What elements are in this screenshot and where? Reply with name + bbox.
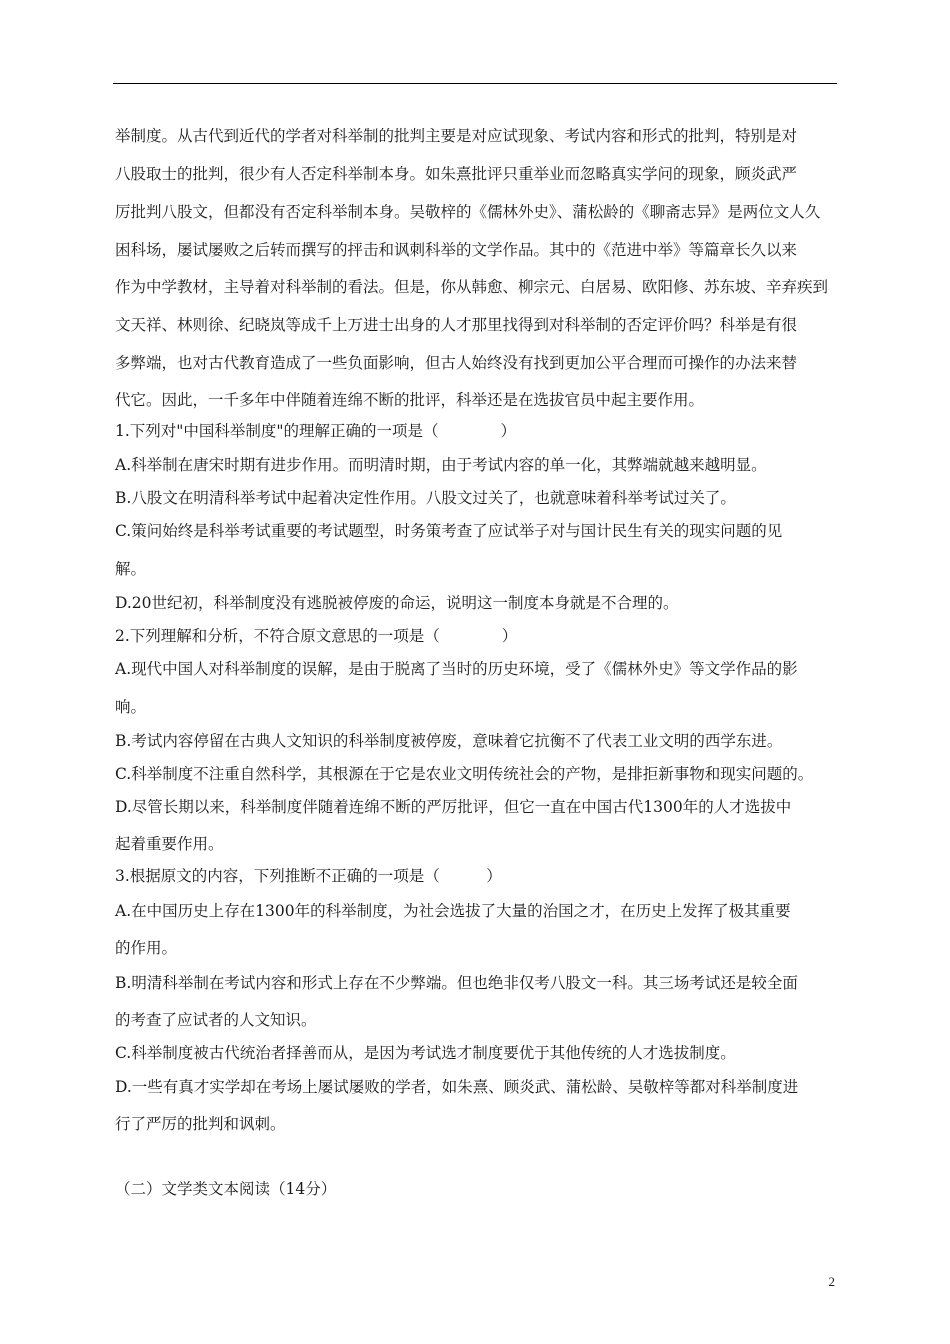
question-1-option-b: B.八股文在明清科举考试中起着决定性作用。八股文过关了，也就意味着科举考试过关了。 [115,489,736,507]
question-1-option-d: D.20世纪初，科举制度没有逃脱被停废的命运，说明这一制度本身就是不合理的。 [115,594,679,612]
question-1-option-c-cont: 解。 [115,560,147,578]
header-rule [113,83,837,84]
question-2-option-c: C.科举制度不注重自然科学，其根源在于它是农业文明传统社会的产物，是排拒新事物和现实问题的。 [115,765,814,783]
passage-line: 作为中学教材，主导着对科举制的看法。但是，你从韩愈、柳宗元、白居易、欧阳修、苏东坡、辛弃疾到 [115,278,829,296]
question-1-option-c: C.策问始终是科举考试重要的考试题型，时务策考查了应试举子对与国计民生有关的现实问题的见 [115,522,783,540]
question-2-stem: 2.下列理解和分析，不符合原文意思的一项是（ ） [115,627,518,645]
question-3-option-b: B.明清科举制在考试内容和形式上存在不少弊端。但也绝非仅考八股文一科。其三场考试还是较全面 [115,974,798,992]
passage-line: 代它。因此，一千多年中伴随着连绵不断的批评，科举还是在选拔官员中起主要作用。 [115,391,705,409]
section-heading: （二）文学类文本阅读（14分） [115,1180,337,1198]
question-2-option-a: A.现代中国人对科举制度的误解，是由于脱离了当时的历史环境，受了《儒林外史》等文学作品的影 [115,660,798,678]
passage-line: 八股取士的批判，很少有人否定科举制本身。如朱熹批评只重举业而忽略真实学问的现象，顾炎武严 [115,165,798,183]
question-2-option-a-cont: 响。 [115,698,147,716]
passage-line: 多弊端，也对古代教育造成了一些负面影响，但古人始终没有找到更加公平合理而可操作的办法来替 [115,354,798,372]
passage-line: 困科场，屡试屡败之后转而撰写的抨击和讽刺科举的文学作品。其中的《范进中举》等篇章长久以来 [115,241,798,259]
question-2-option-b: B.考试内容停留在古典人文知识的科举制度被停废，意味着它抗衡不了代表工业文明的西学东进。 [115,732,783,750]
passage-line: 文天祥、林则徐、纪晓岚等成千上万进士出身的人才那里找得到对科举制的否定评价吗？科举是有很 [115,316,798,334]
question-1-stem: 1.下列对"中国科举制度"的理解正确的一项是（ ） [115,422,517,440]
passage-line: 举制度。从古代到近代的学者对科举制的批判主要是对应试现象、考试内容和形式的批判，特别是对 [115,127,798,145]
question-3-option-d: D.一些有真才实学却在考场上屡试屡败的学者，如朱熹、顾炎武、蒲松龄、吴敬梓等都对科举制度进 [115,1078,799,1096]
question-1-option-a: A.科举制在唐宋时期有进步作用。而明清时期，由于考试内容的单一化，其弊端就越来越明显。 [115,456,767,474]
question-3-option-c: C.科举制度被古代统治者择善而从，是因为考试选才制度要优于其他传统的人才选拔制度。 [115,1044,736,1062]
question-2-option-d: D.尽管长期以来，科举制度伴随着连绵不断的严厉批评，但它一直在中国古代1300年的人才选拔中 [115,798,792,816]
question-3-stem: 3.根据原文的内容，下列推断不正确的一项是（ ） [115,867,502,885]
question-2-option-d-cont: 起着重要作用。 [115,835,224,853]
question-3-option-d-cont: 行了严厉的批判和讽刺。 [115,1115,286,1133]
question-3-option-a-cont: 的作用。 [115,939,178,957]
question-3-option-b-cont: 的考查了应试者的人文知识。 [115,1011,317,1029]
question-3-option-a: A.在中国历史上存在1300年的科举制度，为社会选拔了大量的治国之才，在历史上发挥了极其重要 [115,902,791,920]
page-number: 2 [828,1274,835,1289]
passage-line: 厉批判八股文，但都没有否定科举制本身。吴敬梓的《儒林外史》、蒲松龄的《聊斋志异》是两位文人久 [115,203,821,221]
